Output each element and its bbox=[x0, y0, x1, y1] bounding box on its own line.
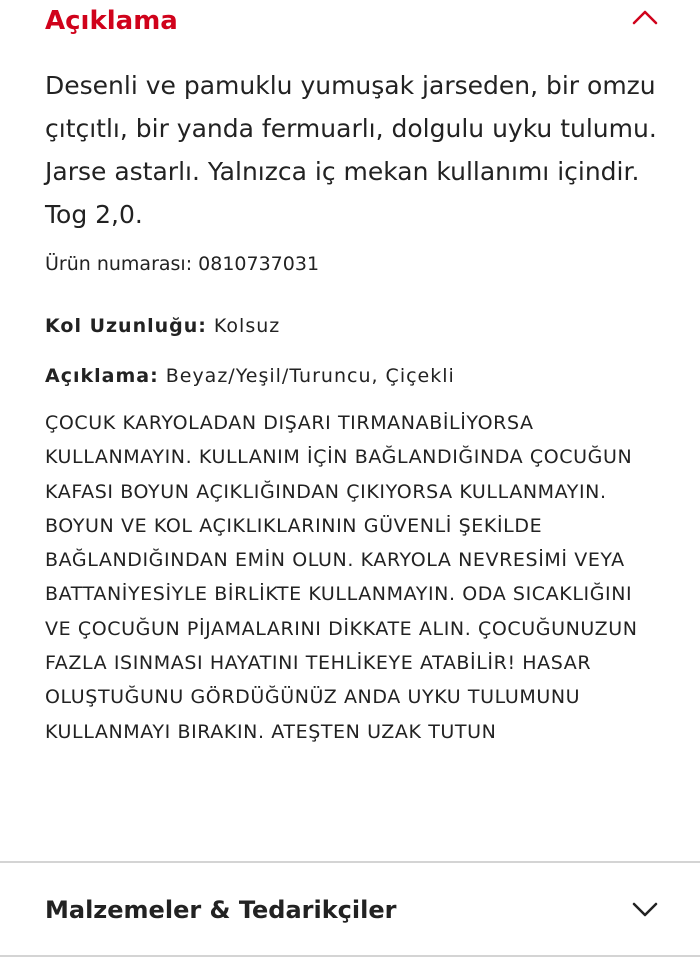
attribute-label: Kol Uzunluğu: bbox=[45, 315, 207, 337]
chevron-up-icon[interactable] bbox=[630, 3, 660, 33]
attribute-label: Açıklama: bbox=[45, 365, 159, 387]
safety-warning-text: ÇOCUK KARYOLADAN DIŞARI TIRMANABİLİYORSA KULLANMAYIN. KULLANIM İÇİN BAĞLANDIĞINDA ÇOCUĞUN KAFASI BOYUN AÇIKLIĞINDAN ÇIKIYORSA KULLANMAYIN. BOYUN VE KOL AÇIKLIKLARININ GÜVENLİ ŞEKİLDE BAĞLANDIĞINDAN EMİN OLUN. KARYOLA NEVRESİMİ VEYA BATTANİYESİYLE BİRLİKTE KULLANMAYIN. ODA SICAKLIĞINI VE ÇOCUĞUN PİJAMALARINI DİKKATE ALIN. ÇOCUĞUNUZUN FAZLA ISINMASI HAYATINI TEHLİKEYE ATABİLİR! HASAR OLUŞTUĞUNU GÖRDÜĞÜNÜZ ANDA UYKU TULUMUNU KULLANMAYI BIRAKIN. ATEŞTEN UZAK TUTUN bbox=[45, 412, 638, 743]
attribute-color-description bbox=[45, 361, 455, 391]
attribute-value: Beyaz/Yeşil/Turuncu, Çiçekli bbox=[165, 365, 455, 387]
section-divider bbox=[0, 955, 700, 957]
chevron-down-icon[interactable] bbox=[630, 894, 660, 924]
attribute-value: Kolsuz bbox=[213, 315, 281, 337]
description-accordion-header[interactable] bbox=[0, 0, 700, 44]
description-section-title: Açıklama bbox=[45, 6, 178, 36]
product-number: Ürün numarası: 0810737031 bbox=[45, 253, 320, 275]
materials-suppliers-accordion-header[interactable] bbox=[0, 863, 700, 955]
attribute-sleeve-length bbox=[45, 311, 280, 341]
product-description: Desenli ve pamuklu yumuşak jarseden, bir omzu çıtçıtlı, bir yanda fermuarlı, dolgulu uyku tulumu. Jarse astarlı. Yalnızca iç mekan kullanımı içindir. Tog 2,0. bbox=[45, 71, 657, 229]
materials-suppliers-title: Malzemeler & Tedarikçiler bbox=[45, 896, 397, 924]
